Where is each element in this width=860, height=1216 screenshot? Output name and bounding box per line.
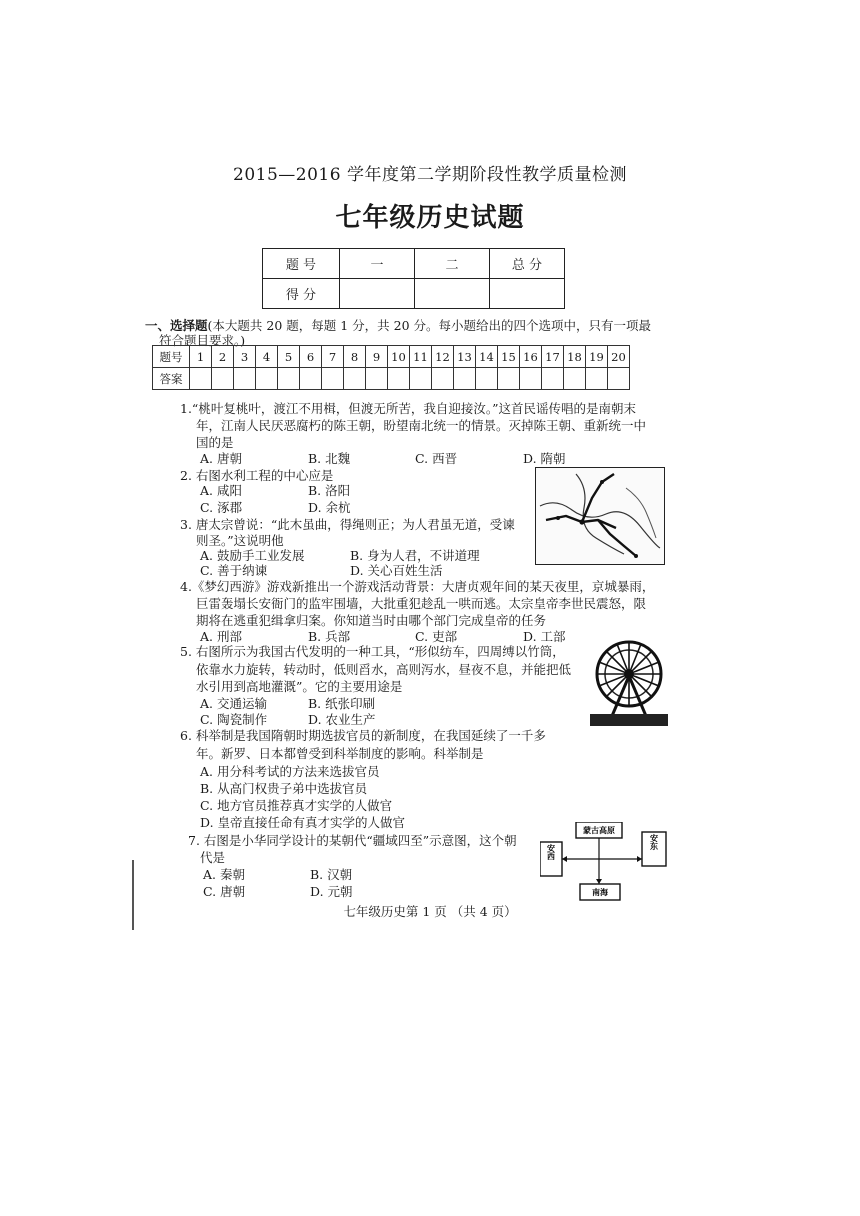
q2-stem-line1: 2. 右图水利工程的中心应是	[180, 468, 334, 483]
answer-number: 16	[520, 346, 542, 368]
q6-option-b[interactable]: B. 从高门权贵子弟中选拔官员	[200, 781, 368, 796]
score-cell-header: 一	[340, 249, 415, 279]
answer-blank[interactable]	[410, 368, 432, 390]
answer-number: 4	[256, 346, 278, 368]
answer-number: 7	[322, 346, 344, 368]
q3-stem-line2: 则圣。”这说明他	[196, 533, 284, 548]
answer-number: 11	[410, 346, 432, 368]
answer-blank[interactable]	[322, 368, 344, 390]
answer-number: 8	[344, 346, 366, 368]
answer-blank[interactable]	[234, 368, 256, 390]
q5-stem-line2: 依靠水力旋转，转动时，低则舀水，高则泻水，昼夜不息，并能把低	[196, 662, 572, 677]
answer-number: 13	[454, 346, 476, 368]
score-cell-header: 二	[415, 249, 490, 279]
q6-stem-line1: 6. 科举制是我国隋朝时期选拔官员的新制度，在我国延续了一千多	[180, 728, 546, 743]
q4-stem-line3: 期将在逃重犯缉拿归案。你知道当时由哪个部门完成皇帝的任务	[196, 613, 547, 628]
answer-number: 15	[498, 346, 520, 368]
exam-title: 七年级历史试题	[335, 203, 525, 233]
q2-option-a[interactable]: A. 咸阳	[200, 483, 242, 498]
q1-stem-line1: 1.“桃叶复桃叶，渡江不用楫，但渡无所苦，我自迎接汝。”这首民谣传唱的是南朝末	[180, 401, 636, 416]
answer-blank[interactable]	[344, 368, 366, 390]
answer-blank-row	[153, 368, 630, 390]
answer-blank[interactable]	[432, 368, 454, 390]
q5-option-a[interactable]: A. 交通运输	[200, 696, 267, 711]
answer-blank[interactable]	[388, 368, 410, 390]
q4-option-d[interactable]: D. 工部	[523, 629, 566, 644]
answer-number: 20	[608, 346, 630, 368]
q7-option-a[interactable]: A. 秦朝	[203, 867, 245, 882]
q7-option-b[interactable]: B. 汉朝	[310, 867, 353, 882]
score-cell-label: 题 号	[263, 249, 340, 279]
east-label: 安东	[649, 834, 659, 850]
territory-diagram-drawing	[540, 822, 672, 902]
answer-blank[interactable]	[278, 368, 300, 390]
arrow-south	[596, 879, 602, 884]
water-wheel-image	[590, 636, 668, 728]
answer-number: 5	[278, 346, 300, 368]
q1-option-c[interactable]: C. 西晋	[415, 451, 458, 466]
q4-option-c[interactable]: C. 吏部	[415, 629, 458, 644]
answer-table	[152, 345, 630, 390]
q1-option-d[interactable]: D. 隋朝	[523, 451, 566, 466]
answer-blank[interactable]	[476, 368, 498, 390]
answer-blank[interactable]	[564, 368, 586, 390]
score-cell-header: 总 分	[490, 249, 565, 279]
answer-number: 19	[586, 346, 608, 368]
answer-number: 17	[542, 346, 564, 368]
q2-option-b[interactable]: B. 洛阳	[308, 483, 351, 498]
q1-option-b[interactable]: B. 北魏	[308, 451, 351, 466]
score-table-row	[263, 279, 565, 309]
answer-blank[interactable]	[608, 368, 630, 390]
answer-blank[interactable]	[586, 368, 608, 390]
q4-option-a[interactable]: A. 刑部	[200, 629, 242, 644]
q5-option-c[interactable]: C. 陶瓷制作	[200, 712, 268, 727]
west-label: 安西	[546, 844, 556, 860]
arrow-east	[637, 856, 642, 862]
q4-option-b[interactable]: B. 兵部	[308, 629, 351, 644]
q7-option-c[interactable]: C. 唐朝	[203, 884, 246, 899]
section-heading: 一、选择题	[145, 318, 208, 333]
page-footer: 七年级历史第 1 页 （共 4 页）	[343, 904, 517, 919]
canal-map-drawing	[536, 468, 664, 564]
q7-option-d[interactable]: D. 元朝	[310, 884, 353, 899]
score-cell-blank	[490, 279, 565, 309]
exam-subtitle: 2015—2016 学年度第二学期阶段性教学质量检测	[233, 165, 627, 185]
answer-number: 3	[234, 346, 256, 368]
q1-stem-line2: 年，江南人民厌恶腐朽的陈王朝，盼望南北统一的情景。灭掉陈王朝、重新统一中	[196, 418, 647, 433]
score-cell-blank	[415, 279, 490, 309]
answer-blank[interactable]	[190, 368, 212, 390]
q7-stem-line2: 代是	[200, 850, 226, 865]
score-cell-blank	[340, 279, 415, 309]
section-intro-text: (本大题共 20 题，每题 1 分，共 20 分。每小题给出的四个选项中，只有一项最	[207, 318, 651, 333]
q6-option-c[interactable]: C. 地方官员推荐真才实学的人做官	[200, 798, 393, 813]
answer-blank[interactable]	[542, 368, 564, 390]
q3-option-a[interactable]: A. 鼓励手工业发展	[200, 548, 305, 563]
answer-blank[interactable]	[256, 368, 278, 390]
q3-option-c[interactable]: C. 善于纳谏	[200, 563, 268, 578]
section-intro-line2: 符合题目要求。)	[159, 333, 246, 348]
q6-option-d[interactable]: D. 皇帝直接任命有真才实学的人做官	[200, 815, 406, 830]
q6-option-a[interactable]: A. 用分科考试的方法来选拔官员	[200, 764, 380, 779]
answer-number: 1	[190, 346, 212, 368]
territory-diagram	[540, 822, 672, 900]
score-cell-label: 得 分	[263, 279, 340, 309]
answer-number: 6	[300, 346, 322, 368]
q5-stem-line1: 5. 右图所示为我国古代发明的一种工具，“形似纺车，四周缚以竹筒，	[180, 644, 565, 659]
score-table	[262, 248, 565, 309]
score-table-row	[263, 249, 565, 279]
canal-map-image	[535, 467, 665, 565]
answer-blank[interactable]	[454, 368, 476, 390]
q1-stem-line3: 国的是	[196, 435, 234, 450]
answer-blank[interactable]	[520, 368, 542, 390]
q3-stem-line1: 3. 唐太宗曾说：“此木虽曲，得绳则正；为人君虽无道，受谏	[180, 517, 515, 532]
answer-blank[interactable]	[498, 368, 520, 390]
answer-blank[interactable]	[366, 368, 388, 390]
answer-number-row	[153, 346, 630, 368]
q7-stem-line1: 7. 右图是小华同学设计的某朝代“疆域四至”示意图，这个朝	[188, 833, 517, 848]
q1-option-a[interactable]: A. 唐朝	[200, 451, 242, 466]
q6-stem-line2: 年。新罗、日本都曾受到科举制度的影响。科举制是	[196, 746, 484, 761]
south-label: 南海	[592, 888, 608, 897]
margin-rule	[132, 860, 134, 930]
north-label: 蒙古高原	[583, 826, 615, 835]
arrow-west	[562, 856, 567, 862]
q2-option-c[interactable]: C. 涿郡	[200, 500, 243, 515]
answer-number: 9	[366, 346, 388, 368]
answer-row-label: 题号	[153, 346, 190, 368]
answer-number: 10	[388, 346, 410, 368]
q3-option-d[interactable]: D. 关心百姓生活	[350, 563, 443, 578]
answer-number: 12	[432, 346, 454, 368]
q2-option-d[interactable]: D. 余杭	[308, 500, 351, 515]
answer-number: 14	[476, 346, 498, 368]
q4-stem-line2: 巨雷轰塌长安衙门的监牢围墙，大批重犯趁乱一哄而逃。太宗皇帝李世民震怒，限	[196, 596, 647, 611]
q4-stem-line1: 4.《梦幻西游》游戏新推出一个游戏活动背景：大唐贞观年间的某天夜里，京城暴雨，	[180, 579, 655, 594]
water-wheel-drawing	[590, 636, 668, 728]
answer-number: 2	[212, 346, 234, 368]
answer-number: 18	[564, 346, 586, 368]
answer-blank[interactable]	[212, 368, 234, 390]
q3-option-b[interactable]: B. 身为人君，不讲道理	[350, 548, 480, 563]
q5-option-b[interactable]: B. 纸张印刷	[308, 696, 376, 711]
q5-stem-line3: 水引用到高地灌溉”。它的主要用途是	[196, 679, 403, 694]
answer-blank[interactable]	[300, 368, 322, 390]
answer-row-label: 答案	[153, 368, 190, 390]
q5-option-d[interactable]: D. 农业生产	[308, 712, 376, 727]
